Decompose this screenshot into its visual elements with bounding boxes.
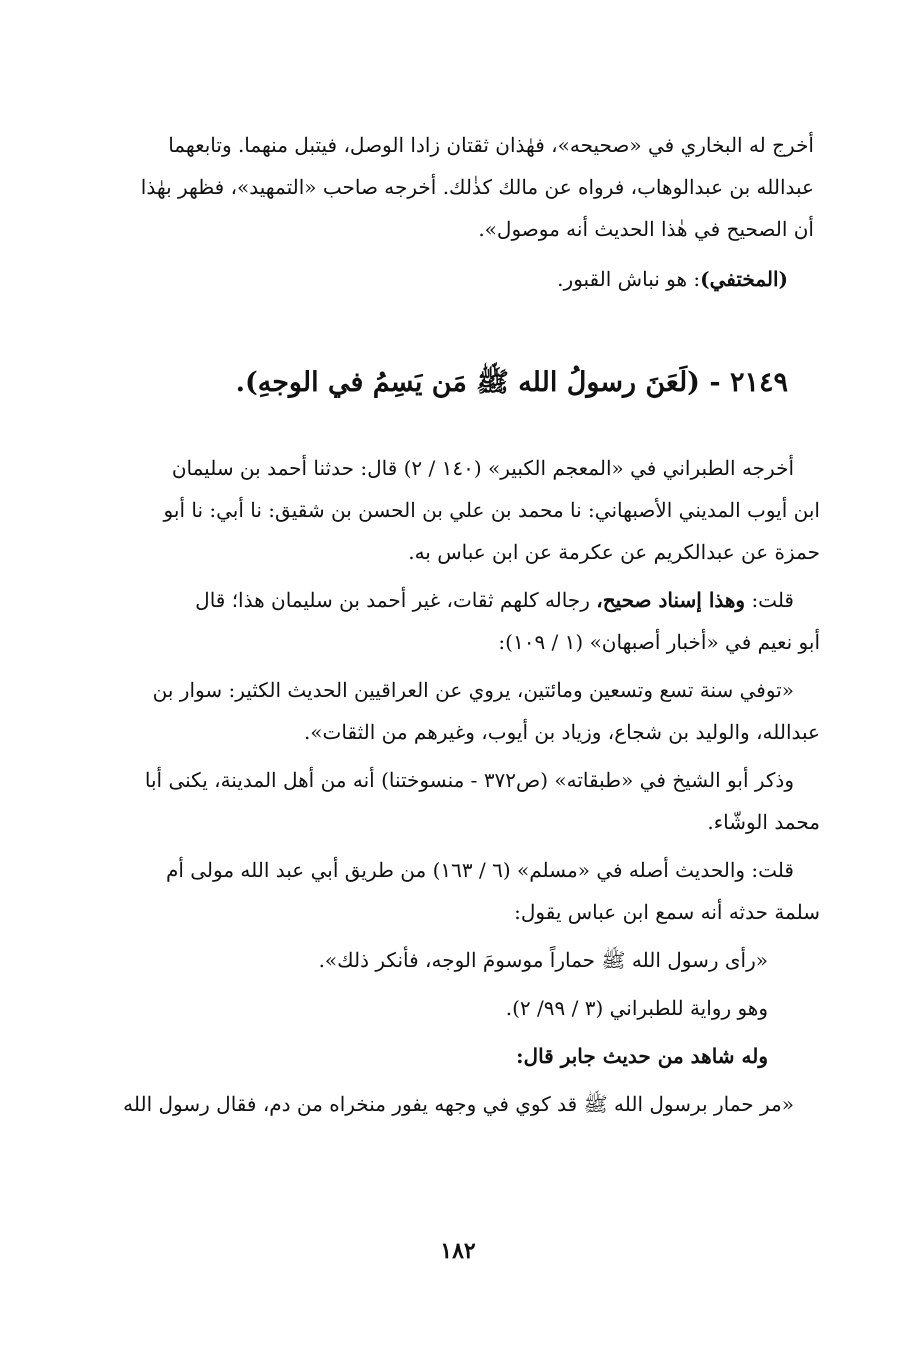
- paragraph-3-line: عبدالله، والوليد بن شجاع، وزياد بن أيوب، وغيرهم من الثقات».: [303, 720, 820, 744]
- paragraph-9: «مر حمار برسول الله ﷺ قد كوي في وجهه يفور منخراه من دم، فقال رسول الله: [123, 1092, 794, 1116]
- paragraph-4-line: وذكر أبو الشيخ في «طبقاته» (ص٣٧٢ - منسوختنا) أنه من أهل المدينة، يكنى أبا: [144, 768, 794, 792]
- hadith-heading: [80, 355, 788, 411]
- paragraph-6: «رأى رسول الله ﷺ حماراً موسومَ الوجه، فأنكر ذلك».: [318, 948, 768, 972]
- text-line: عبدالله بن عبدالوهاب، فرواه عن مالك كذٰلك. أخرجه صاحب «التمهيد»، فظهر بهٰذا: [140, 175, 814, 199]
- paragraph-8: وله شاهد من حديث جابر قال:: [516, 1044, 768, 1068]
- paragraph-5-line: سلمة حدثه أنه سمع ابن عباس يقول:: [514, 900, 820, 924]
- paragraph-1-line: أخرجه الطبراني في «المعجم الكبير» (١٤٠ / ٢) قال: حدثنا أحمد بن سليمان: [171, 456, 794, 480]
- text-line: أن الصحيح في هٰذا الحديث أنه موصول».: [478, 217, 814, 241]
- lead-word: قلت:: [751, 588, 794, 612]
- body-text-block: [70, 447, 820, 1125]
- page-number: ١٨٢: [440, 1238, 476, 1264]
- paragraph-1-line: حمزة عن عبدالكريم عن عكرمة عن ابن عباس به.: [408, 540, 820, 564]
- paragraph-7: وهو رواية للطبراني (٣ / ٩٩/ ٢).: [505, 996, 768, 1020]
- text-line: أخرج له البخاري في «صحيحه»، فهٰذان ثقتان زادا الوصل، فيتبل منهما. وتابعهما: [168, 133, 814, 157]
- paragraph-2-line: أبو نعيم في «أخبار أصبهان» (١ / ١٠٩):: [498, 630, 820, 654]
- paragraph-2-rest: رجاله كلهم ثقات، غير أحمد بن سليمان هذا؛ قال: [195, 588, 590, 612]
- glossary-term: (المختفي): [700, 267, 788, 291]
- paragraph-2-line: [70, 579, 820, 621]
- paragraph-4-line: محمد الوشّاء.: [707, 810, 820, 834]
- paragraph-1-line: ابن أيوب المديني الأصبهاني: نا محمد بن علي بن الحسن بن شقيق: نا أبي: نا أبو: [163, 498, 820, 522]
- hadith-title: (لَعَنَ رسولُ الله ﷺ مَن يَسِمُ في الوجهِ).: [235, 367, 700, 398]
- paragraph-5-line: قلت: والحديث أصله في «مسلم» (٦ / ١٦٣) من طريق أبي عبد الله مولى أم: [165, 858, 794, 882]
- paragraph-3-line: «توفي سنة تسع وتسعين ومائتين، يروي عن العراقيين الحديث الكثير: سوار بن: [152, 678, 794, 702]
- hadith-number: ٢١٤٩ -: [709, 367, 788, 398]
- glossary-definition: : هو نباش القبور.: [557, 267, 701, 291]
- glossary-entry: [56, 258, 814, 300]
- bold-phrase: وهذا إسناد صحيح،: [596, 588, 746, 612]
- continuation-paragraph-block: [56, 124, 814, 300]
